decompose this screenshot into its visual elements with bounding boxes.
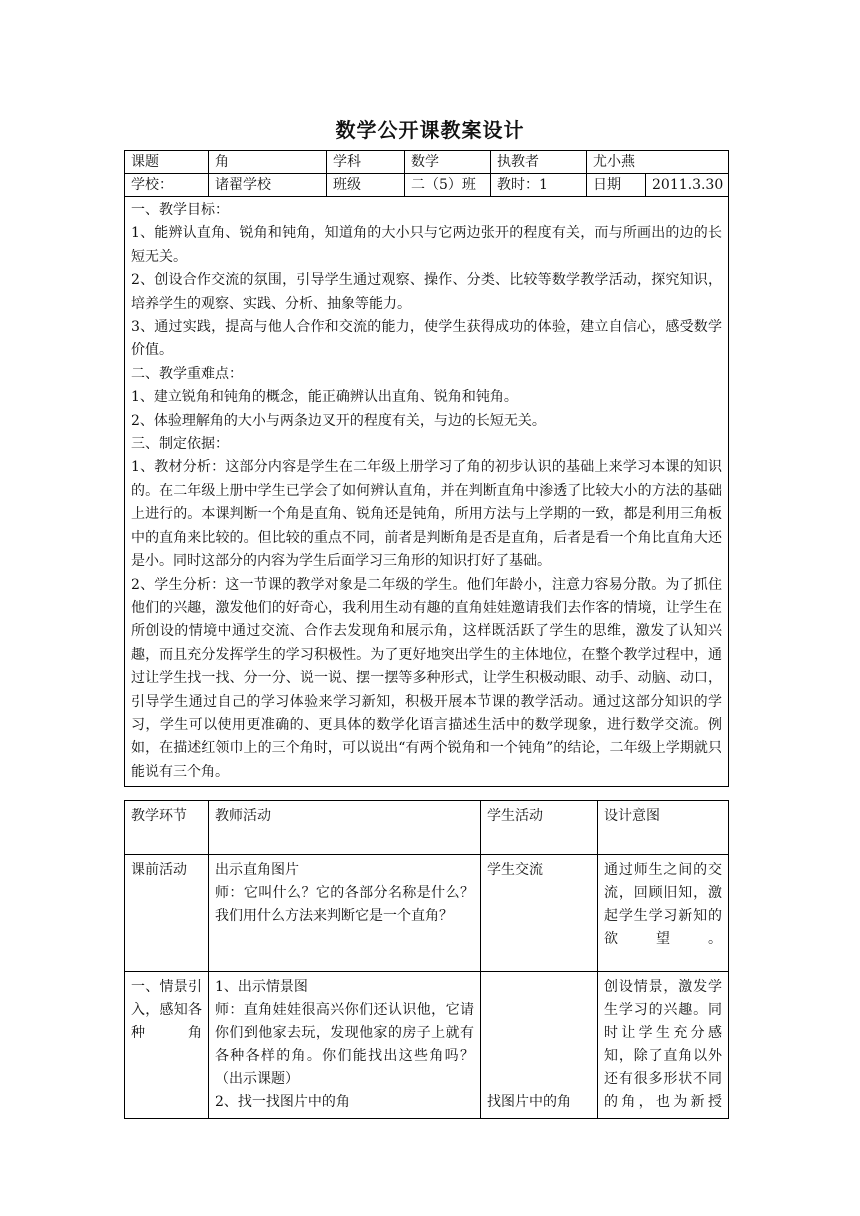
value-teacher: 尤小燕 [587, 151, 729, 174]
design-intent-cell: 通过师生之间的交流，回顾旧知，激起学生学习新知的欲望。 [598, 855, 729, 972]
process-header-row [125, 801, 729, 855]
stage-cell: 一、情景引入，感知各种角 [125, 972, 209, 1119]
process-row-intro [125, 972, 729, 1119]
value-subject-topic: 角 [209, 151, 327, 174]
value-class: 二（5）班 [405, 174, 491, 197]
key-point-2: 2、体验理解角的大小与两条边叉开的程度有关，与边的长短无关。 [131, 412, 546, 429]
design-intent-cell: 创设情景，激发学生学习的兴趣。同时让学生充分感知，除了直角以外还有很多形状不同的角，也为新授 [598, 972, 729, 1119]
info-row-2 [125, 174, 729, 197]
objective-3: 3、通过实践，提高与他人合作和交流的能力，使学生获得成功的体验，建立自信心，感受数学价值。 [131, 319, 722, 359]
objective-1: 1、能辨认直角、锐角和钝角，知道角的大小只与它两边张开的程度有关，而与所画出的边的长短无关。 [131, 225, 722, 265]
student-activity-cell: 学生交流 [481, 855, 598, 972]
label-discipline: 学科 [327, 151, 405, 174]
objectives-heading: 一、教学目标： [131, 202, 229, 218]
value-discipline: 数学 [405, 151, 491, 174]
student-analysis: 2、学生分析：这一节课的教学对象是二年级的学生。他们年龄小，注意力容易分散。为了抓住他们的兴趣，激发他们的好奇心，我利用生动有趣的直角娃娃邀请我们去作客的情境，让学生在所创设的情境中通过交流、合作去发现角和展示角，这样既活跃了学生的思维，激发了认知兴趣，而且充分发挥学生的学习积极性。为了更好地突出学生的主体地位，在整个教学过程中，通过让学生找一找、分一分、说一说、摆一摆等多种形式，让学生积极动眼、动手、动脑、动口，引导学生通过自己的学习体验来学习新知，积极开展本节课的教学活动。通过这部分知识的学习，学生可以使用更准确的、更具体的数学化语言描述生活中的数学现象，进行数学交流。例如，在描述红领巾上的三个角时，可以说出“有两个锐角和一个钝角”的结论，二年级上学期就只能说有三个角。 [131, 576, 722, 780]
teacher-line: 1、出示情景图 [215, 979, 308, 995]
value-periods: 教时：1 [491, 174, 587, 197]
key-points-heading: 二、教学重难点： [131, 365, 243, 382]
student-activity-cell: 找图片中的角 [481, 972, 598, 1119]
label-class: 班级 [327, 174, 405, 197]
label-teacher: 执教者 [491, 151, 587, 174]
header-student-activity: 学生活动 [481, 801, 598, 855]
value-school: 诸翟学校 [209, 174, 327, 197]
teaching-process-table [124, 800, 729, 1119]
header-design-intent: 设计意图 [598, 801, 729, 855]
header-stage: 教学环节 [125, 801, 209, 855]
label-subject-topic: 课题 [125, 151, 209, 174]
label-date: 日期 [587, 174, 646, 197]
textbook-analysis: 1、教材分析：这部分内容是学生在二年级上册学习了角的初步认识的基础上来学习本课的知识的。在二年级上册中学生已学会了如何辨认直角，并在判断直角中渗透了比较大小的方法的基础上进行的。本课判断一个角是直角、锐角还是钝角，所用方法与上学期的一致，都是利用三角板中的直角来比较的。但比较的重点不同，前者是判断角是否是直角，后者是看一个角比直角大还是小。同时这部分的内容为学生后面学习三角形的知识打好了基础。 [131, 459, 722, 570]
teacher-line: 2、找一找图片中的角 [215, 1094, 350, 1110]
teacher-line: 师：它叫什么？它的各部分名称是什么？我们用什么方法来判断它是一个直角？ [215, 885, 474, 924]
page-title: 数学公开课教案设计 [335, 118, 525, 142]
info-row-1 [125, 151, 729, 174]
info-body-row [125, 197, 729, 787]
teacher-activity-cell [209, 972, 481, 1119]
header-teacher-activity: 教师活动 [209, 801, 481, 855]
lesson-info-table [124, 150, 729, 787]
key-point-1: 1、建立锐角和钝角的概念，能正确辨认出直角、锐角和钝角。 [131, 389, 518, 406]
teacher-activity-cell [209, 855, 481, 972]
teacher-line: 师：直角娃娃很高兴你们还认识他，它请你们到他家去玩，发现他家的房子上就有各种各样的角。你们能找出这些角吗？（出示课题） [215, 1002, 474, 1087]
objective-2: 2、创设合作交流的氛围，引导学生通过观察、操作、分类、比较等数学教学活动，探究知识，培养学生的观察、实践、分析、抽象等能力。 [131, 272, 722, 312]
process-row-warmup [125, 855, 729, 972]
value-date: 2011.3.30 [646, 174, 729, 197]
lesson-body [125, 197, 729, 787]
label-school: 学校： [125, 174, 209, 197]
basis-heading: 三、制定依据： [131, 436, 229, 453]
stage-cell: 课前活动 [125, 855, 209, 972]
teacher-line: 出示直角图片 [215, 862, 299, 878]
